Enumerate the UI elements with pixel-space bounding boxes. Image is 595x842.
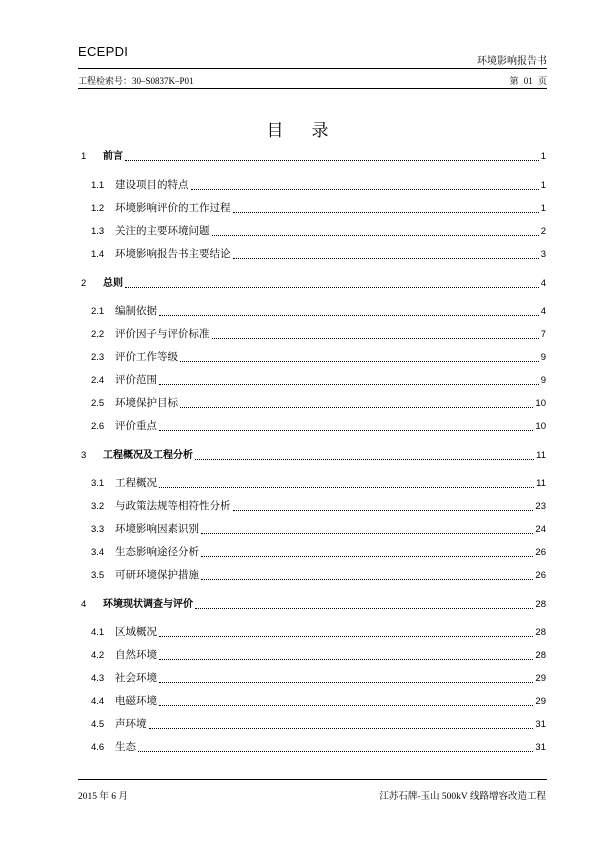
toc-entry-page: 7	[540, 329, 546, 340]
toc-section-entry[interactable]	[81, 521, 546, 537]
toc-entry-number: 1	[81, 151, 87, 162]
toc-entry-page: 1	[540, 203, 546, 214]
toc-entry-page: 10	[535, 398, 546, 409]
toc-entry-title: 关注的主要环境问题	[115, 226, 210, 237]
toc-entry-number: 2	[81, 278, 87, 289]
toc-entry-page: 9	[540, 375, 546, 386]
toc-section-entry[interactable]	[81, 303, 546, 319]
toc-section-entry[interactable]	[81, 716, 546, 732]
toc-entry-page: 2	[540, 226, 546, 237]
toc-entry-title: 评价重点	[115, 421, 157, 432]
toc-entry-title: 声环境	[115, 719, 147, 730]
header-rule	[78, 88, 547, 89]
toc-entry-number: 1.1	[91, 180, 105, 191]
toc-entry-page: 4	[540, 278, 546, 289]
toc-chapter-entry[interactable]	[81, 447, 546, 463]
toc-entry-title: 建设项目的特点	[115, 180, 189, 191]
header-page-number: 第 01 页	[509, 76, 547, 86]
toc-entry-number: 4	[81, 599, 87, 610]
toc-entry-page: 4	[540, 306, 546, 317]
toc-section-entry[interactable]	[81, 372, 546, 388]
toc-dot-leader	[195, 608, 533, 609]
toc-dot-leader	[233, 258, 539, 259]
toc-entry-title: 环境影响报告书主要结论	[115, 249, 231, 260]
toc-entry-number: 2.5	[91, 398, 105, 409]
toc-dot-leader	[201, 533, 533, 534]
toc-entry-page: 26	[535, 547, 546, 558]
toc-section-entry[interactable]	[81, 624, 546, 640]
toc-chapter-entry[interactable]	[81, 596, 546, 612]
toc-entry-page: 1	[540, 180, 546, 191]
toc-dot-leader	[180, 361, 539, 362]
toc-entry-page: 9	[540, 352, 546, 363]
toc-entry-title: 环境影响评价的工作过程	[115, 203, 231, 214]
header-document-type: 环境影响报告书	[477, 56, 547, 67]
toc-dot-leader	[149, 728, 534, 729]
toc-dot-leader	[212, 235, 539, 236]
toc-entry-title: 评价工作等级	[115, 352, 178, 363]
toc-entry-title: 环境保护目标	[115, 398, 178, 409]
toc-dot-leader	[212, 338, 539, 339]
toc-entry-number: 4.1	[91, 627, 105, 638]
toc-entry-title: 工程概况及工程分析	[103, 450, 193, 461]
toc-section-entry[interactable]	[81, 475, 546, 491]
toc-dot-leader	[201, 579, 533, 580]
toc-entry-number: 3.4	[91, 547, 105, 558]
toc-entry-title: 可研环境保护措施	[115, 570, 199, 581]
toc-dot-leader	[159, 315, 539, 316]
toc-entry-number: 1.4	[91, 249, 105, 260]
page-header	[78, 44, 547, 90]
toc-entry-title: 区域概况	[115, 627, 157, 638]
toc-entry-page: 31	[535, 719, 546, 730]
toc-entry-title: 编制依据	[115, 306, 157, 317]
footer-date: 2015 年 6 月	[78, 792, 128, 802]
toc-entry-number: 3.1	[91, 478, 105, 489]
footer-project-name: 江苏石牌-玉山 500kV 线路增容改造工程	[379, 792, 546, 802]
toc-entry-page: 28	[535, 650, 546, 661]
toc-entry-number: 4.4	[91, 696, 105, 707]
toc-entry-number: 4.5	[91, 719, 105, 730]
toc-dot-leader	[159, 384, 539, 385]
toc-entry-number: 1.3	[91, 226, 105, 237]
toc-entry-title: 生态	[115, 742, 136, 753]
toc-entry-page: 1	[540, 151, 546, 162]
toc-entry-page: 24	[535, 524, 546, 535]
toc-entry-title: 自然环境	[115, 650, 157, 661]
toc-entry-page: 28	[535, 627, 546, 638]
toc-entry-title: 总则	[103, 278, 123, 289]
toc-dot-leader	[233, 510, 534, 511]
toc-dot-leader	[191, 189, 539, 190]
footer-divider	[78, 779, 547, 780]
toc-section-entry[interactable]	[81, 349, 546, 365]
header-divider	[78, 68, 547, 69]
toc-dot-leader	[159, 659, 533, 660]
toc-entry-title: 与政策法规等相符性分析	[115, 501, 231, 512]
toc-entry-number: 1.2	[91, 203, 105, 214]
toc-entry-number: 3.3	[91, 524, 105, 535]
toc-title: 目录	[266, 121, 357, 140]
toc-entry-page: 10	[535, 421, 546, 432]
toc-section-entry[interactable]	[81, 223, 546, 239]
toc-entry-title: 评价因子与评价标准	[115, 329, 210, 340]
toc-entry-page: 23	[535, 501, 546, 512]
toc-dot-leader	[201, 556, 533, 557]
toc-chapter-entry[interactable]	[81, 148, 546, 164]
toc-dot-leader	[159, 682, 533, 683]
toc-section-entry[interactable]	[81, 670, 546, 686]
toc-entry-number: 2.2	[91, 329, 105, 340]
toc-section-entry[interactable]	[81, 246, 546, 262]
toc-dot-leader	[233, 212, 539, 213]
toc-section-entry[interactable]	[81, 200, 546, 216]
toc-dot-leader	[125, 160, 539, 161]
toc-entry-number: 3	[81, 450, 87, 461]
toc-dot-leader	[159, 430, 533, 431]
toc-section-entry[interactable]	[81, 326, 546, 342]
toc-section-entry[interactable]	[81, 647, 546, 663]
toc-entry-page: 31	[535, 742, 546, 753]
toc-section-entry[interactable]	[81, 177, 546, 193]
toc-section-entry[interactable]	[81, 567, 546, 583]
toc-entry-title: 社会环境	[115, 673, 157, 684]
toc-section-entry[interactable]	[81, 418, 546, 434]
toc-dot-leader	[159, 487, 534, 488]
toc-dot-leader	[195, 459, 534, 460]
toc-dot-leader	[159, 705, 533, 706]
toc-entry-title: 工程概况	[115, 478, 157, 489]
toc-entry-number: 3.5	[91, 570, 105, 581]
toc-entry-page: 29	[535, 696, 546, 707]
toc-entry-title: 评价范围	[115, 375, 157, 386]
toc-entry-number: 4.6	[91, 742, 105, 753]
toc-entry-number: 3.2	[91, 501, 105, 512]
toc-entry-title: 电磁环境	[115, 696, 157, 707]
toc-section-entry[interactable]	[81, 498, 546, 514]
toc-entry-title: 生态影响途径分析	[115, 547, 199, 558]
toc-entry-number: 2.4	[91, 375, 105, 386]
toc-section-entry[interactable]	[81, 693, 546, 709]
toc-entry-page: 29	[535, 673, 546, 684]
toc-section-entry[interactable]	[81, 739, 546, 755]
toc-entry-page: 28	[535, 599, 546, 610]
toc-dot-leader	[125, 287, 539, 288]
toc-entry-title: 环境影响因素识别	[115, 524, 199, 535]
toc-entry-title: 环境现状调查与评价	[103, 599, 193, 610]
toc-entry-number: 4.3	[91, 673, 105, 684]
toc-entry-title: 前言	[103, 151, 123, 162]
header-brand: ECEPDI	[78, 44, 129, 59]
toc-entry-number: 2.3	[91, 352, 105, 363]
toc-entry-number: 2.6	[91, 421, 105, 432]
toc-section-entry[interactable]	[81, 544, 546, 560]
toc-dot-leader	[180, 407, 533, 408]
toc-entry-page: 3	[540, 249, 546, 260]
toc-entry-number: 2.1	[91, 306, 105, 317]
toc-entry-page: 11	[536, 450, 546, 461]
toc-section-entry[interactable]	[81, 395, 546, 411]
toc-chapter-entry[interactable]	[81, 275, 546, 291]
toc-entry-page: 11	[536, 478, 546, 489]
toc-dot-leader	[138, 751, 533, 752]
header-document-number: 工程检索号：30–S0837K–P01	[78, 76, 194, 86]
toc-entry-page: 26	[535, 570, 546, 581]
toc-dot-leader	[159, 636, 533, 637]
toc-entry-number: 4.2	[91, 650, 105, 661]
